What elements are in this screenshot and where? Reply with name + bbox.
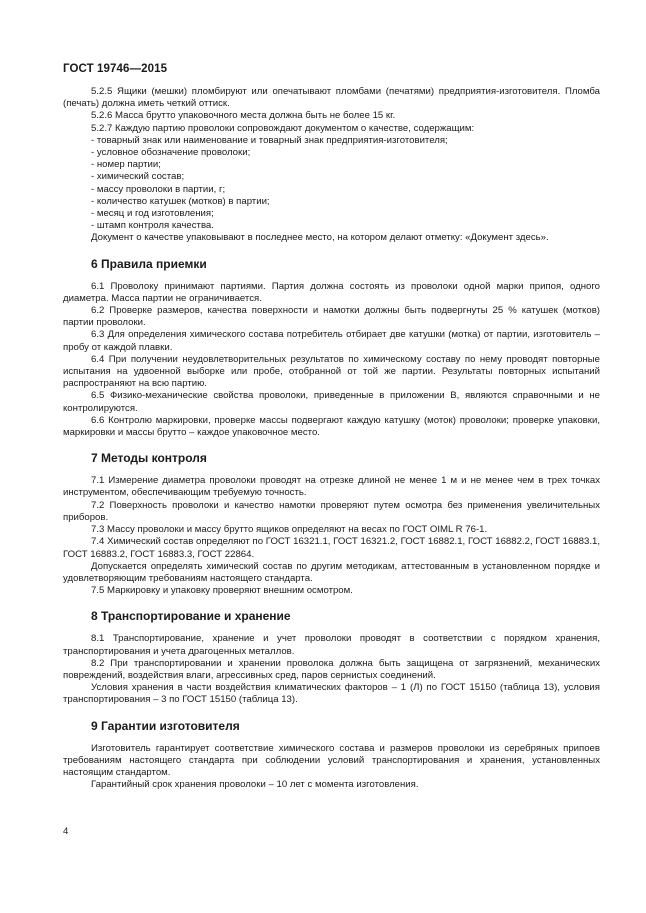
paragraph: 8.2 При транспортировании и хранении проволока должна быть защищена от загрязнений, механических повреждений, воздействия влаги, агрессивных сред, паров сернистых соединений. — [63, 657, 600, 681]
list-item: - условное обозначение проволоки; — [91, 147, 251, 159]
list-item: - количество катушек (мотков) в партии; — [91, 195, 270, 207]
paragraph: Изготовитель гарантирует соответствие химического состава и размеров проволоки из серебряных припоев требованиям настоящего стандарта при соблюдении условий транспортирования и хранения, установленных настоящим стандартом. — [63, 742, 600, 778]
list-item: - месяц и год изготовления; — [91, 208, 214, 220]
paragraph: Документ о качестве упаковывают в последнее место, на котором делают отметку: «Документ здесь». — [91, 232, 549, 244]
paragraph: Допускается определять химический состав по другим методикам, аттестованным в установленном порядке и удовлетворяющим требованиям настоящего стандарта. — [63, 560, 600, 584]
paragraph: 7.3 Массу проволоки и массу брутто ящиков определяют на весах по ГОСТ OIML R 76-1. — [91, 524, 488, 536]
paragraph: 6.1 Проволоку принимают партиями. Партия должна состоять из проволоки одной марки припоя, одного диаметра. Масса партии не ограничивается. — [63, 280, 600, 304]
paragraph: 7.5 Маркировку и упаковку проверяют внешним осмотром. — [91, 585, 353, 597]
section-heading: 6 Правила приемки — [91, 256, 207, 271]
standard-code-header: ГОСТ 19746—2015 — [63, 63, 168, 75]
list-item: - номер партии; — [91, 159, 161, 171]
paragraph: Условия хранения в части воздействия климатических факторов – 1 (Л) по ГОСТ 15150 (таблица 13), условия транспортирования – 3 по ГОСТ 15150 (таблица 13). — [63, 682, 600, 706]
section-heading: 8 Транспортирование и хранение — [91, 609, 291, 624]
paragraph: 5.2.7 Каждую партию проволоки сопровождают документом о качестве, содержащим: — [91, 122, 475, 134]
section-heading: 7 Методы контроля — [91, 451, 207, 466]
list-item: - штамп контроля качества. — [91, 220, 214, 232]
paragraph: 5.2.5 Ящики (мешки) пломбируют или опечатывают пломбами (печатями) предприятия-изготовителя. Пломба (печать) должна иметь четкий оттиск. — [63, 86, 600, 110]
paragraph: 6.3 Для определения химического состава потребитель отбирает две катушки (мотка) от партии, изготовитель – пробу от каждой плавки. — [63, 329, 600, 353]
paragraph: 7.1 Измерение диаметра проволоки проводят на отрезке длиной не менее 1 м и не менее чем в трех точках инструментом, обеспечивающим требуемую точность. — [63, 475, 600, 499]
document-body — [63, 86, 600, 791]
paragraph: 7.4 Химический состав определяют по ГОСТ 16321.1, ГОСТ 16321.2, ГОСТ 16882.1, ГОСТ 16882.2, ГОСТ 16883.1, ГОСТ 16883.2, ГОСТ 16883.3, ГОСТ 22864. — [63, 536, 600, 560]
paragraph: 8.1 Транспортирование, хранение и учет проволоки проводят в соответствии с порядком хранения, транспортирования и учета драгоценных металлов. — [63, 633, 600, 657]
paragraph: 6.4 При получении неудовлетворительных результатов по химическому составу по нему проводят повторные испытания на удвоенной выборке или пробе, отобранной от той же партии. Результаты повторных испытаний распространяют на всю партию. — [63, 353, 600, 390]
paragraph: Гарантийный срок хранения проволоки – 10 лет с момента изготовления. — [91, 779, 419, 791]
list-item: - массу проволоки в партии, г; — [91, 183, 226, 195]
paragraph: 6.2 Проверке размеров, качества поверхности и намотки должны быть подвергнуты 25 % катушек (мотков) партии проволоки. — [63, 305, 600, 329]
section-heading: 9 Гарантии изготовителя — [91, 718, 240, 733]
paragraph: 6.6 Контролю маркировки, проверке массы подвергают каждую катушку (моток) проволоки; проверке упаковки, маркировки и массы брутто – каждое упаковочное место. — [63, 414, 600, 439]
paragraph: 6.5 Физико-механические свойства проволоки, приведенные в приложении В, являются справочными и не контролируются. — [63, 390, 600, 414]
page-number: 4 — [63, 826, 69, 837]
paragraph: 7.2 Поверхность проволоки и качество намотки проверяют путем осмотра без применения увеличительных приборов. — [63, 499, 600, 523]
list-item: - химический состав; — [91, 171, 185, 183]
list-item: - товарный знак или наименование и товарный знак предприятия-изготовителя; — [91, 134, 448, 146]
paragraph: 5.2.6 Масса брутто упаковочного места должна быть не более 15 кг. — [91, 110, 396, 122]
